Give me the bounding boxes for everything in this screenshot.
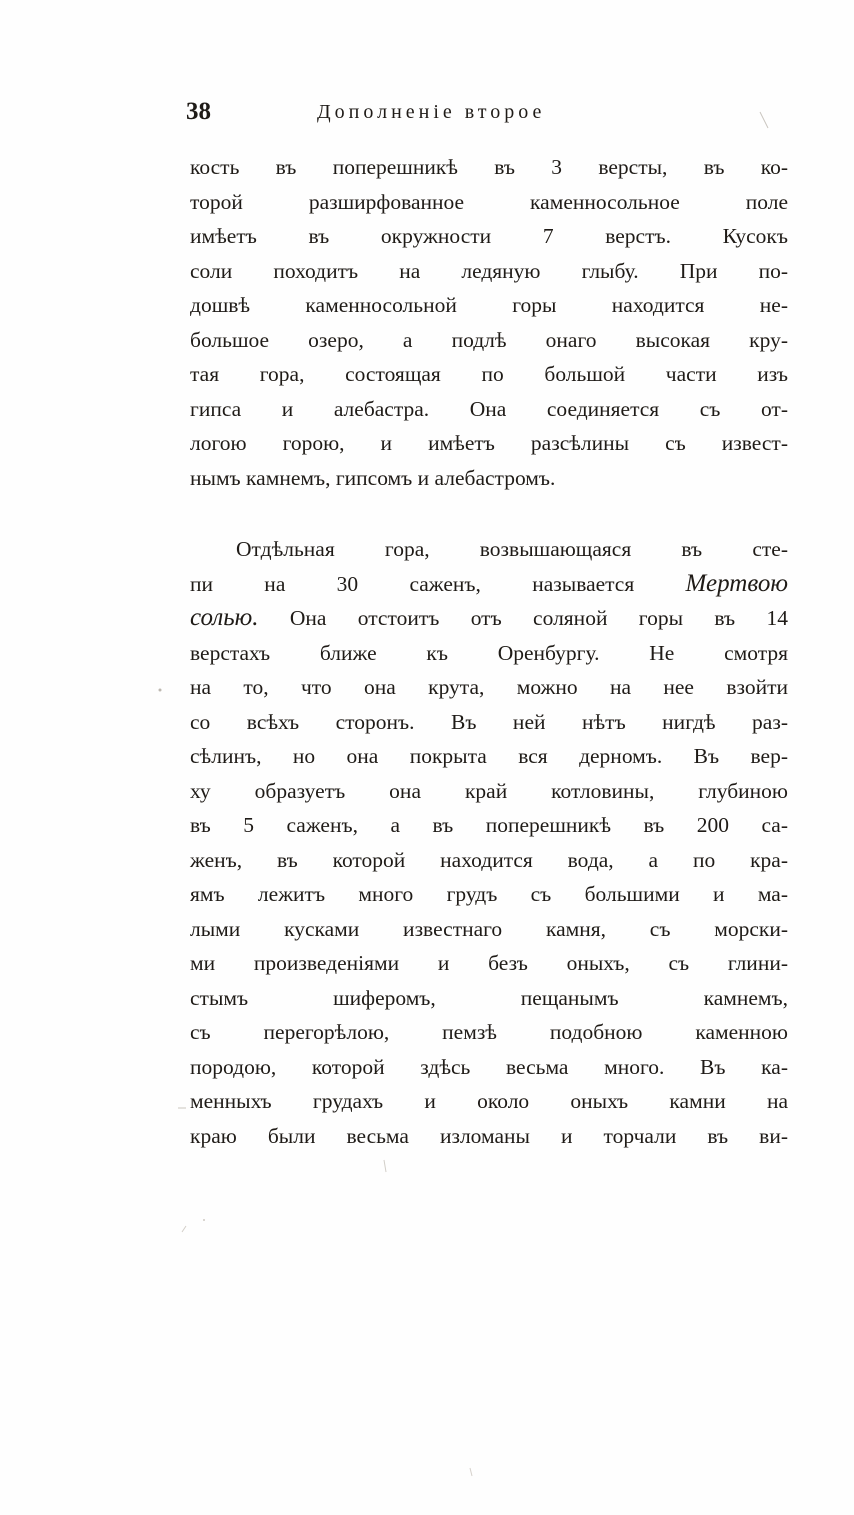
text-line: менныхъ грудахъ и около оныхъ камни на — [190, 1089, 788, 1113]
text-line — [190, 567, 788, 602]
text-line: породою, которой здѣсь весьма много. Въ ка- — [190, 1054, 788, 1079]
text-line: тая гора, состоящая по большой части изъ — [190, 362, 788, 386]
text-line: гипса и алебастра. Она соединяется съ от- — [190, 396, 788, 421]
text-run: Она отстоитъ отъ соляной горы въ 14 — [258, 606, 788, 630]
page-number: 38 — [186, 98, 211, 125]
italic-term: Мертвою — [685, 569, 788, 597]
text-line: на то, что она крута, можно на нее взойти — [190, 675, 788, 699]
paper-speck — [384, 1160, 386, 1172]
text-line: кость въ поперешникѣ въ 3 версты, въ ко- — [190, 155, 788, 179]
italic-term: солью. — [190, 604, 259, 631]
text-line: нымъ камнемъ, гипсомъ и алебастромъ. — [190, 465, 556, 490]
body-text — [190, 150, 788, 1153]
text-line: торой разширфованное каменносольное поле — [190, 189, 788, 214]
text-line: сѣлинъ, но она покрыта вся дерномъ. Въ вер- — [190, 744, 788, 768]
paragraph-1 — [190, 150, 788, 495]
paragraph-gap — [190, 495, 788, 532]
text-line: верстахъ ближе къ Оренбургу. Не смотря — [190, 640, 788, 665]
text-line: Отдѣльная гора, возвышающаяся въ сте- — [236, 537, 788, 561]
page-header — [186, 98, 656, 134]
text-line: краю были весьма изломаны и торчали въ ви- — [190, 1123, 788, 1148]
paragraph-2 — [190, 532, 788, 1153]
text-line: ху образуетъ она край котловины, глубиною — [190, 778, 788, 803]
text-line: ямъ лежитъ много грудъ съ большими и ма- — [190, 882, 788, 906]
text-line: ми произведеніями и безъ оныхъ, съ глини- — [190, 951, 788, 975]
text-line: имѣетъ въ окружности 7 верстъ. Кусокъ — [190, 224, 788, 248]
running-head: Дополненіе второе — [317, 101, 546, 123]
text-line: со всѣхъ сторонъ. Въ ней нѣтъ нигдѣ раз- — [190, 709, 788, 734]
text-line: женъ, въ которой находится вода, а по кра- — [190, 847, 788, 872]
paper-speck — [203, 1219, 205, 1221]
text-line: въ 5 саженъ, а въ поперешникѣ въ 200 са- — [190, 813, 788, 837]
paper-speck — [470, 1468, 472, 1476]
text-line: соли походитъ на ледяную глыбу. При по- — [190, 258, 788, 283]
text-line: съ перегорѣлою, пемзѣ подобною каменною — [190, 1020, 788, 1044]
text-line: стымъ шиферомъ, пещанымъ камнемъ, — [190, 985, 788, 1010]
paper-speck — [182, 1226, 186, 1232]
text-line — [190, 601, 788, 636]
paper-speck — [159, 689, 162, 692]
text-line: логою горою, и имѣетъ разсѣлины съ извест- — [190, 431, 788, 455]
text-line: лыми кусками известнаго камня, съ морски- — [190, 916, 788, 941]
text-run: пи на 30 саженъ, называется — [190, 571, 686, 596]
text-line: большое озеро, а подлѣ онаго высокая кру- — [190, 327, 788, 352]
paper-speck — [760, 112, 768, 128]
text-line: дошвѣ каменносольной горы находится не- — [190, 293, 788, 317]
